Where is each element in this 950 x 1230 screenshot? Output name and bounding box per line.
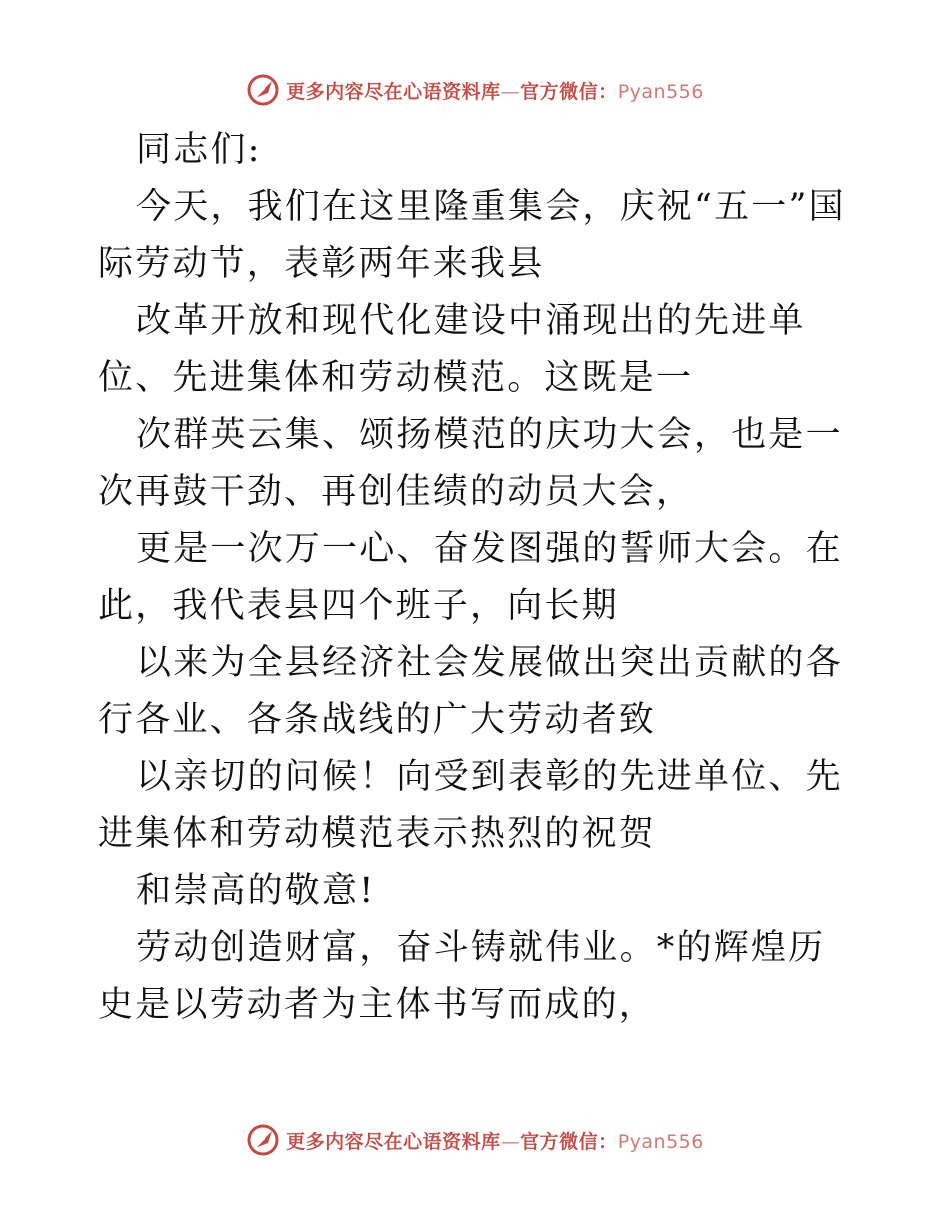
watermark-text [286, 1127, 704, 1154]
paragraph-1: 今天，我们在这里隆重集会，庆祝“五一”国际劳动节，表彰两年来我县 [98, 187, 846, 284]
quill-logo-icon [246, 1123, 280, 1157]
watermark-account: Pyan556 [617, 80, 704, 103]
watermark-separator: — [500, 80, 521, 103]
watermark-brand: 更多内容尽在心语资料库 [286, 1130, 501, 1153]
quill-logo-icon [246, 73, 280, 107]
document-body [98, 122, 858, 1034]
watermark-label: 官方微信： [520, 1130, 618, 1153]
watermark-text [286, 77, 704, 104]
watermark-separator: — [500, 1130, 521, 1153]
paragraph-8: 劳动创造财富，奋斗铸就伟业。*的辉煌历史是以劳动者为主体书写而成的， [98, 928, 826, 1025]
paragraph-6: 以亲切的问候！向受到表彰的先进单位、先进集体和劳动模范表示热烈的祝贺 [98, 757, 843, 854]
paragraph-4: 更是一次万一心、奋发图强的誓师大会。在此，我代表县四个班子，向长期 [98, 529, 843, 626]
paragraph-7: 和崇高的敬意! [136, 871, 376, 911]
watermark-brand: 更多内容尽在心语资料库 [286, 80, 501, 103]
paragraph-2: 改革开放和现代化建设中涌现出的先进单位、先进集体和劳动模范。这既是一 [98, 301, 806, 398]
paragraph-5: 以来为全县经济社会发展做出突出贡献的各行各业、各条战线的广大劳动者致 [98, 643, 843, 740]
paragraph-3: 次群英云集、颂扬模范的庆功大会，也是一次再鼓干劲、再创佳绩的动员大会， [98, 415, 843, 512]
watermark-label: 官方微信： [520, 80, 618, 103]
paragraph-salutation: 同志们: [136, 130, 262, 170]
header-watermark [0, 70, 950, 110]
watermark-account: Pyan556 [617, 1130, 704, 1153]
footer-watermark [0, 1120, 950, 1160]
